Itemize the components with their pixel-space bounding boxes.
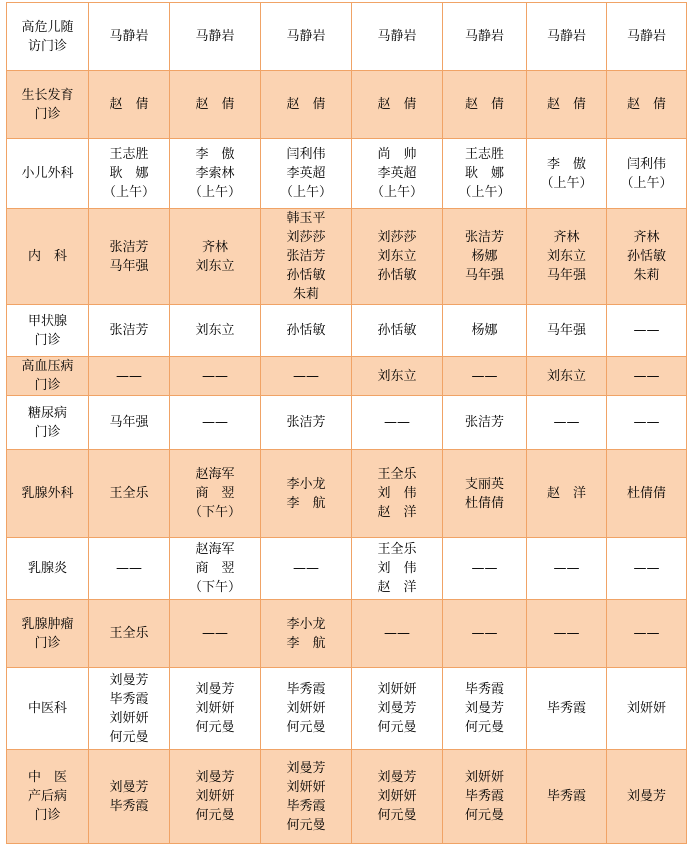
empty-dash: ——	[384, 415, 410, 430]
empty-dash: ——	[553, 626, 580, 641]
schedule-cell	[607, 3, 687, 71]
schedule-cell	[352, 450, 443, 538]
schedule-cell	[352, 396, 443, 450]
department-label: 门诊	[34, 106, 61, 122]
department-cell	[7, 450, 89, 538]
schedule-cell	[170, 396, 261, 450]
doctor-name: 赵 倩	[286, 97, 326, 112]
doctor-name: 耿 娜	[109, 166, 149, 181]
doctor-name: 何元曼	[464, 720, 504, 735]
schedule-cell	[443, 538, 527, 600]
doctor-name: 毕秀霞	[546, 789, 586, 804]
doctor-name: 刘妍妍	[377, 682, 417, 697]
schedule-cell	[89, 600, 170, 668]
doctor-name: 孙恬敏	[626, 249, 666, 264]
empty-dash: ——	[116, 368, 142, 384]
doctor-name: 马静岩	[626, 29, 666, 44]
schedule-cell	[352, 750, 443, 844]
doctor-name: 何元曼	[377, 720, 417, 735]
doctor-name: 赵 洋	[377, 580, 417, 595]
department-label: 产后病	[27, 789, 67, 804]
department-cell	[7, 209, 89, 305]
empty-dash: ——	[633, 415, 660, 430]
doctor-name: （上午）	[370, 185, 423, 200]
doctor-name: 刘曼芳	[286, 760, 326, 776]
schedule-cell	[527, 209, 607, 305]
doctor-name: 李 傲	[195, 147, 235, 162]
schedule-cell	[607, 668, 687, 750]
table-row	[7, 305, 687, 357]
doctor-name: 闫利伟	[626, 156, 666, 172]
doctor-name: 马年强	[109, 258, 149, 274]
doctor-name: 王全乐	[109, 486, 149, 501]
schedule-cell	[352, 3, 443, 71]
doctor-name: 朱莉	[292, 287, 319, 302]
doctor-name: 赵 倩	[377, 97, 417, 112]
schedule-cell	[607, 450, 687, 538]
doctor-name: 商 翌	[195, 561, 235, 576]
doctor-name: 刘妍妍	[464, 770, 504, 785]
doctor-name: 刘东立	[377, 368, 417, 384]
doctor-name: 毕秀霞	[109, 798, 149, 814]
schedule-cell	[170, 3, 261, 71]
doctor-name: 齐林	[633, 230, 660, 245]
schedule-cell	[352, 538, 443, 600]
doctor-name: 何元曼	[286, 817, 326, 833]
schedule-cell	[89, 3, 170, 71]
doctor-name: （上午）	[102, 185, 155, 200]
schedule-cell	[261, 71, 352, 139]
empty-dash: ——	[202, 626, 228, 641]
schedule-cell	[443, 396, 527, 450]
empty-dash: ——	[202, 368, 228, 384]
schedule-cell	[170, 139, 261, 209]
schedule-cell	[607, 538, 687, 600]
doctor-name: 马年强	[109, 415, 149, 430]
department-cell	[7, 396, 89, 450]
doctor-name: 李 傲	[546, 156, 586, 172]
department-label: 内 科	[27, 249, 67, 264]
schedule-cell	[443, 600, 527, 668]
empty-dash: ——	[553, 561, 580, 576]
doctor-name: 商 翌	[195, 486, 235, 501]
doctor-name: 杜倩倩	[464, 495, 504, 511]
doctor-name: 李 航	[286, 495, 326, 511]
doctor-name: 刘曼芳	[109, 779, 149, 795]
schedule-cell	[527, 71, 607, 139]
schedule-cell	[89, 750, 170, 844]
doctor-name: 韩玉平	[286, 211, 326, 226]
department-cell	[7, 538, 89, 600]
doctor-name: 刘东立	[546, 368, 586, 384]
doctor-name: 张洁芳	[286, 415, 326, 430]
department-label: 门诊	[34, 424, 61, 440]
schedule-cell	[443, 750, 527, 844]
schedule-cell	[443, 71, 527, 139]
table-row	[7, 396, 687, 450]
department-cell	[7, 600, 89, 668]
doctor-name: 李 航	[286, 635, 326, 651]
department-cell	[7, 750, 89, 844]
schedule-cell	[607, 396, 687, 450]
doctor-name: （上午）	[188, 185, 241, 200]
doctor-name: 刘妍妍	[109, 710, 149, 726]
doctor-name: 赵海军	[195, 467, 235, 482]
doctor-name: 毕秀霞	[546, 701, 586, 716]
doctor-name: 王全乐	[377, 467, 417, 482]
department-label: 甲状腺	[27, 313, 67, 329]
table-row	[7, 450, 687, 538]
schedule-cell	[170, 71, 261, 139]
doctor-name: 赵 洋	[377, 505, 417, 520]
schedule-cell	[89, 139, 170, 209]
doctor-name: 马静岩	[377, 29, 417, 44]
doctor-name: （上午）	[279, 185, 332, 200]
department-label: 门诊	[34, 378, 61, 393]
doctor-name: 闫利伟	[286, 147, 326, 162]
empty-dash: ——	[293, 561, 319, 576]
schedule-cell	[607, 750, 687, 844]
empty-dash: ——	[553, 415, 580, 430]
schedule-cell	[527, 396, 607, 450]
schedule-cell	[443, 3, 527, 71]
department-label: 生长发育	[21, 87, 74, 103]
schedule-cell	[607, 305, 687, 357]
doctor-name: 刘曼芳	[377, 701, 417, 716]
schedule-cell	[443, 139, 527, 209]
department-cell	[7, 3, 89, 71]
schedule-cell	[352, 600, 443, 668]
doctor-name: 刘曼芳	[626, 789, 666, 804]
doctor-name: 李索林	[195, 166, 235, 181]
doctor-name: 何元曼	[195, 720, 235, 735]
schedule-cell	[352, 209, 443, 305]
schedule-cell	[261, 305, 352, 357]
doctor-name: 何元曼	[195, 808, 235, 823]
doctor-name: 张洁芳	[109, 239, 149, 255]
doctor-name: 何元曼	[464, 808, 504, 823]
schedule-cell	[170, 357, 261, 396]
doctor-name: 刘妍妍	[626, 701, 666, 716]
doctor-name: 马静岩	[546, 29, 586, 44]
doctor-name: 刘妍妍	[195, 701, 235, 716]
empty-dash: ——	[471, 368, 498, 384]
department-label: 小儿外科	[21, 166, 74, 181]
department-label: 糖尿病	[27, 405, 67, 421]
doctor-name: 张洁芳	[464, 230, 504, 245]
empty-dash: ——	[633, 626, 660, 641]
doctor-name: （上午）	[540, 175, 593, 191]
doctor-name: 朱莉	[633, 268, 660, 283]
schedule-cell	[527, 357, 607, 396]
schedule-cell	[170, 450, 261, 538]
schedule-cell	[443, 305, 527, 357]
schedule-cell	[352, 71, 443, 139]
schedule-cell	[170, 668, 261, 750]
doctor-name: 赵 倩	[626, 97, 666, 112]
schedule-cell	[607, 357, 687, 396]
schedule-cell	[89, 668, 170, 750]
doctor-name: 尚 帅	[377, 147, 417, 162]
schedule-cell	[261, 209, 352, 305]
empty-dash: ——	[633, 323, 660, 338]
department-cell	[7, 668, 89, 750]
doctor-name: （上午）	[620, 175, 673, 191]
doctor-name: 支丽英	[464, 476, 504, 492]
schedule-cell	[170, 209, 261, 305]
doctor-name: 马年强	[546, 323, 586, 338]
empty-dash: ——	[202, 415, 228, 430]
schedule-cell	[443, 357, 527, 396]
table-row	[7, 538, 687, 600]
schedule-cell	[607, 71, 687, 139]
doctor-name: 马静岩	[286, 29, 326, 44]
doctor-name: 赵 倩	[109, 97, 149, 112]
doctor-name: 刘东立	[377, 249, 417, 264]
doctor-name: 刘莎莎	[377, 230, 417, 245]
schedule-cell	[89, 209, 170, 305]
schedule-cell	[89, 396, 170, 450]
doctor-name: 何元曼	[286, 720, 326, 735]
doctor-name: 刘东立	[195, 258, 235, 274]
doctor-name: 何元曼	[109, 729, 149, 745]
department-label: 乳腺炎	[27, 561, 67, 576]
doctor-name: 耿 娜	[464, 166, 504, 181]
doctor-name: 李英超	[286, 166, 326, 181]
doctor-name: 杜倩倩	[626, 486, 666, 501]
doctor-name: 毕秀霞	[464, 682, 504, 697]
schedule-cell	[352, 139, 443, 209]
schedule-cell	[261, 600, 352, 668]
doctor-name: 齐林	[553, 230, 580, 245]
schedule-cell	[527, 668, 607, 750]
schedule-cell	[527, 600, 607, 668]
table-row	[7, 668, 687, 750]
schedule-cell	[89, 305, 170, 357]
empty-dash: ——	[293, 368, 319, 384]
doctor-name: 马静岩	[195, 29, 235, 44]
doctor-name: 齐林	[201, 239, 228, 255]
doctor-name: 刘妍妍	[286, 779, 326, 795]
empty-dash: ——	[471, 561, 498, 576]
schedule-cell	[527, 750, 607, 844]
department-label: 门诊	[34, 635, 61, 651]
schedule-cell	[261, 3, 352, 71]
doctor-name: 杨娜	[471, 249, 498, 264]
schedule-cell	[261, 450, 352, 538]
doctor-name: 何元曼	[377, 808, 417, 823]
clinic-schedule-table	[6, 2, 687, 844]
schedule-cell	[527, 3, 607, 71]
schedule-cell	[261, 750, 352, 844]
empty-dash: ——	[633, 561, 660, 576]
doctor-name: 杨娜	[471, 323, 498, 338]
schedule-cell	[527, 139, 607, 209]
department-cell	[7, 71, 89, 139]
schedule-cell	[352, 305, 443, 357]
doctor-name: 刘曼芳	[195, 682, 235, 697]
schedule-cell	[443, 668, 527, 750]
doctor-name: 刘 伟	[377, 561, 417, 576]
doctor-name: 孙恬敏	[286, 323, 326, 338]
doctor-name: 王全乐	[109, 626, 149, 641]
doctor-name: 王全乐	[377, 542, 417, 557]
table-row	[7, 750, 687, 844]
doctor-name: 刘曼芳	[109, 672, 149, 688]
schedule-cell	[170, 538, 261, 600]
schedule-cell	[170, 600, 261, 668]
doctor-name: 李小龙	[286, 476, 326, 492]
doctor-name: 赵 倩	[464, 97, 504, 112]
schedule-cell	[443, 209, 527, 305]
doctor-name: （上午）	[458, 185, 511, 200]
doctor-name: 刘妍妍	[195, 789, 235, 804]
department-label: 乳腺外科	[21, 486, 74, 501]
schedule-cell	[443, 450, 527, 538]
doctor-name: 孙恬敏	[377, 323, 417, 338]
doctor-name: 刘 伟	[377, 486, 417, 501]
schedule-cell	[261, 396, 352, 450]
doctor-name: 刘妍妍	[286, 701, 326, 716]
schedule-cell	[527, 450, 607, 538]
doctor-name: 李英超	[377, 166, 417, 181]
table-row	[7, 600, 687, 668]
schedule-cell	[89, 538, 170, 600]
doctor-name: 王志胜	[109, 147, 149, 162]
department-label: 门诊	[34, 808, 61, 823]
doctor-name: 张洁芳	[286, 249, 326, 264]
table-row	[7, 209, 687, 305]
doctor-name: 马年强	[546, 268, 586, 283]
doctor-name: 刘东立	[195, 323, 235, 338]
schedule-cell	[527, 305, 607, 357]
department-cell	[7, 305, 89, 357]
doctor-name: 毕秀霞	[286, 682, 326, 697]
department-cell	[7, 139, 89, 209]
doctor-name: 张洁芳	[464, 415, 504, 430]
department-label: 高血压病	[21, 359, 74, 374]
schedule-cell	[352, 668, 443, 750]
schedule-cell	[261, 139, 352, 209]
table-row	[7, 357, 687, 396]
department-label: 中医科	[27, 701, 67, 716]
doctor-name: 刘曼芳	[464, 701, 504, 716]
department-label: 中 医	[27, 770, 67, 785]
doctor-name: 毕秀霞	[464, 789, 504, 804]
department-label: 乳腺肿瘤	[21, 616, 74, 632]
doctor-name: 赵 倩	[195, 97, 235, 112]
schedule-cell	[261, 668, 352, 750]
empty-dash: ——	[471, 626, 498, 641]
schedule-cell	[607, 209, 687, 305]
schedule-cell	[261, 538, 352, 600]
table-row	[7, 71, 687, 139]
doctor-name: 孙恬敏	[377, 268, 417, 283]
doctor-name: （下午）	[188, 505, 241, 520]
schedule-cell	[170, 305, 261, 357]
schedule-cell	[352, 357, 443, 396]
empty-dash: ——	[384, 626, 410, 641]
doctor-name: 马年强	[464, 268, 504, 283]
department-label: 访门诊	[27, 38, 67, 54]
doctor-name: 刘东立	[546, 249, 586, 264]
doctor-name: 刘妍妍	[377, 789, 417, 804]
doctor-name: 赵 倩	[546, 97, 586, 112]
schedule-cell	[89, 450, 170, 538]
doctor-name: 赵海军	[195, 542, 235, 557]
empty-dash: ——	[116, 561, 142, 576]
doctor-name: 马静岩	[109, 29, 149, 44]
table-row	[7, 3, 687, 71]
doctor-name: 李小龙	[286, 616, 326, 632]
doctor-name: 王志胜	[464, 147, 504, 162]
doctor-name: 刘曼芳	[195, 770, 235, 785]
doctor-name: 刘莎莎	[286, 230, 326, 245]
doctor-name: （下午）	[188, 580, 241, 595]
schedule-cell	[89, 357, 170, 396]
table-row	[7, 139, 687, 209]
schedule-cell	[89, 71, 170, 139]
doctor-name: 张洁芳	[109, 323, 149, 338]
schedule-cell	[170, 750, 261, 844]
department-label: 门诊	[34, 332, 61, 348]
empty-dash: ——	[633, 368, 660, 384]
doctor-name: 孙恬敏	[286, 268, 326, 283]
doctor-name: 毕秀霞	[286, 798, 326, 814]
schedule-cell	[527, 538, 607, 600]
schedule-cell	[607, 139, 687, 209]
doctor-name: 毕秀霞	[109, 691, 149, 707]
doctor-name: 赵 洋	[546, 486, 586, 501]
doctor-name: 刘曼芳	[377, 770, 417, 785]
schedule-cell	[607, 600, 687, 668]
doctor-name: 马静岩	[464, 29, 504, 44]
schedule-cell	[261, 357, 352, 396]
department-cell	[7, 357, 89, 396]
department-label: 高危儿随	[21, 19, 74, 35]
